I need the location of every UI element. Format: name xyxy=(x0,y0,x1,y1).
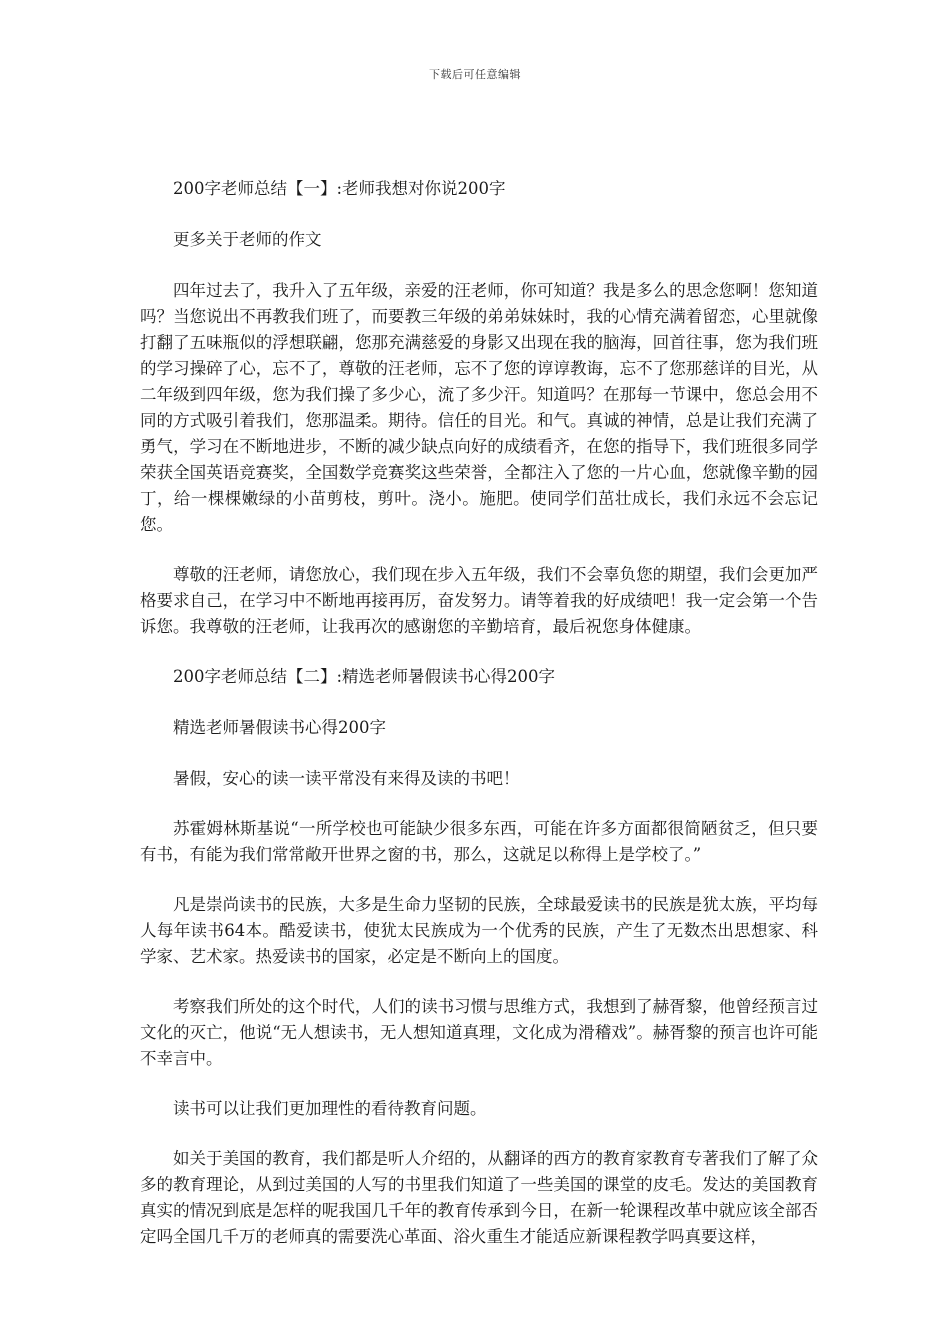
body-paragraph: 读书可以让我们更加理性的看待教育问题。 xyxy=(173,1099,487,1118)
section-two-title: 200字老师总结【二】:精选老师暑假读书心得200字 xyxy=(173,667,556,686)
document-body xyxy=(140,176,818,1274)
section-one-title: 200字老师总结【一】:老师我想对你说200字 xyxy=(173,179,506,198)
page-header-note: 下载后可任意编辑 xyxy=(429,68,521,81)
section-two-subtitle: 精选老师暑假读书心得200字 xyxy=(173,718,386,737)
body-paragraph: 暑假，安心的读一读平常没有来得及读的书吧！ xyxy=(173,769,520,788)
body-paragraph: 苏霍姆林斯基说“一所学校也可能缺少很多东西，可能在许多方面都很简陋贫乏，但只要有书，有能为我们常常敞开世界之窗的书，那么，这就足以称得上是学校了。” xyxy=(140,819,818,864)
body-paragraph: 如关于美国的教育，我们都是听人介绍的，从翻译的西方的教育家教育专著我们了解了众多的教育理论，从到过美国的人写的书里我们知道了一些美国的课堂的皮毛。发达的美国教育真实的情况到底是怎样的呢我国几千年的教育传承到今日，在新一轮课程改革中就应该全部否定吗全国几千万的老师真的需要洗心革面、浴火重生才能适应新课程教学吗真要这样， xyxy=(140,1149,818,1246)
body-paragraph: 凡是崇尚读书的民族，大多是生命力坚韧的民族，全球最爱读书的民族是犹太族，平均每人每年读书64本。酷爱读书，使犹太民族成为一个优秀的民族，产生了无数杰出思想家、科学家、艺术家。热爱读书的国家，必定是不断向上的国度。 xyxy=(140,895,818,966)
body-paragraph: 四年过去了，我升入了五年级，亲爱的汪老师，你可知道？我是多么的思念您啊！您知道吗？当您说出不再教我们班了，而要教三年级的弟弟妹妹时，我的心情充满着留恋，心里就像打翻了五味瓶似的浮想联翩，您那充满慈爱的身影又出现在我的脑海，回首往事，您为我们班的学习操碎了心，忘不了，尊敬的汪老师，忘不了您的谆谆教诲，忘不了您那慈详的目光，从二年级到四年级，您为我们操了多少心，流了多少汗。知道吗？在那每一节课中，您总会用不同的方式吸引着我们，您那温柔。期待。信任的目光。和气。真诚的神情，总是让我们充满了勇气，学习在不断地进步，不断的减少缺点向好的成绩看齐，在您的指导下，我们班很多同学荣获全国英语竞赛奖，全国数学竞赛奖这些荣誉，全都注入了您的一片心血，您就像辛勤的园丁，给一棵棵嫩绿的小苗剪枝，剪叶。浇小。施肥。使同学们茁壮成长，我们永远不会忘记您。 xyxy=(140,281,818,534)
body-paragraph: 考察我们所处的这个时代，人们的读书习惯与思维方式，我想到了赫胥黎，他曾经预言过文化的灭亡，他说“无人想读书，无人想知道真理，文化成为滑稽戏”。赫胥黎的预言也许可能不幸言中。 xyxy=(140,997,818,1068)
body-paragraph: 尊敬的汪老师，请您放心，我们现在步入五年级，我们不会辜负您的期望，我们会更加严格要求自己，在学习中不断地再接再厉，奋发努力。请等着我的好成绩吧！我一定会第一个告诉您。我尊敬的汪老师，让我再次的感谢您的辛勤培育，最后祝您身体健康。 xyxy=(140,565,818,636)
section-one-subtitle: 更多关于老师的作文 xyxy=(173,230,322,249)
